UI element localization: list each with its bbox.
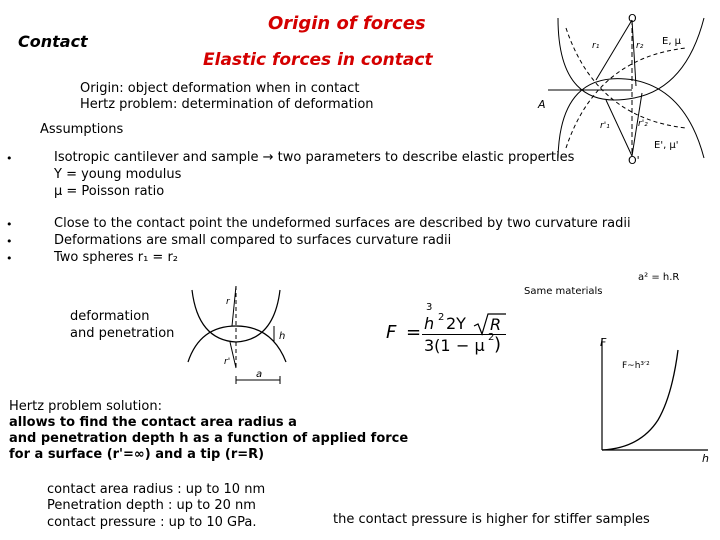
label-r1: r₁: [592, 41, 600, 51]
formula-num-2y: 2Y: [446, 314, 466, 333]
label-e-mu-top: E, µ: [662, 36, 682, 47]
force-penetration-graph: [590, 330, 718, 466]
surface-arc: [188, 326, 286, 362]
intro-line-2: Hertz problem: determination of deformation: [80, 97, 374, 112]
assumption-1-line-3: µ = Poisson ratio: [54, 184, 165, 199]
formula-sqrt-arg: R: [490, 315, 502, 334]
range-contact-pressure: contact pressure : up to 10 GPa.: [47, 515, 257, 530]
formula-exp-top: 3: [426, 302, 433, 313]
assumption-3: Deformations are small compared to surfaces curvature radii: [54, 233, 452, 248]
penetration-diagram: [180, 282, 300, 388]
label-r: r: [226, 297, 230, 307]
radius-line: [606, 100, 632, 156]
formula-den-exp: 2: [488, 332, 495, 343]
hertz-formula: [380, 300, 510, 360]
hertz-line-1: Hertz problem solution:: [9, 399, 162, 414]
assumption-2: Close to the contact point the undeformed surfaces are described by two curvature radii: [54, 216, 631, 231]
label-o-bottom: O': [628, 154, 640, 167]
conclusion-text: the contact pressure is higher for stiffer samples: [333, 512, 650, 527]
label-a: a: [256, 369, 263, 380]
formula-equals: =: [406, 322, 422, 343]
radius-line: [632, 20, 636, 86]
label-a: A: [538, 98, 546, 111]
two-spheres-diagram: [536, 8, 718, 168]
x-axis-label: h: [702, 452, 709, 465]
bullet: •: [6, 235, 13, 248]
bullet: •: [6, 252, 13, 265]
dashed-line: [566, 48, 686, 148]
same-materials-note: Same materials: [524, 286, 603, 297]
bullet: •: [6, 152, 13, 165]
formula-den-1: 3(1: [424, 336, 451, 355]
formula-num-h: h: [424, 314, 435, 333]
label-e-mu-bottom: E', µ': [654, 140, 679, 151]
curve-label: F~h³′²: [622, 361, 650, 371]
hertz-line-2: allows to find the contact area radius a: [9, 415, 297, 430]
formula-den-3: ): [494, 334, 502, 355]
formula-den-2: − µ: [456, 336, 485, 355]
page-subtitle: Elastic forces in contact: [203, 50, 433, 70]
label-r1-prime: r'₁: [600, 121, 610, 131]
range-contact-radius: contact area radius : up to 10 nm: [47, 482, 266, 497]
section-label: Contact: [18, 32, 88, 51]
assumption-4: Two spheres r₁ = r₂: [54, 250, 179, 265]
label-h: h: [279, 331, 286, 342]
formula-exp-2: 2: [438, 312, 445, 323]
hertz-line-3: and penetration depth h as a function of applied force: [9, 431, 409, 446]
assumption-1-line-2: Y = young modulus: [54, 167, 182, 182]
label-r-prime: r': [224, 357, 231, 367]
range-penetration-depth: Penetration depth : up to 20 nm: [47, 498, 256, 513]
radius-line: [596, 20, 632, 80]
assumption-1-line-1: Isotropic cantilever and sample → two parameters to describe elastic properties: [54, 150, 575, 165]
hertz-line-4: for a surface (r'=∞) and a tip (r=R): [9, 447, 265, 462]
formula-lhs: F: [386, 322, 397, 343]
label-r2-prime: r'₂: [638, 119, 648, 129]
assumptions-heading: Assumptions: [40, 122, 124, 137]
intro-line-1: Origin: object deformation when in contact: [80, 81, 360, 96]
radius-line: [230, 342, 236, 368]
upper-sphere-arc-right: [634, 18, 704, 98]
label-o-top: O: [628, 12, 637, 25]
radius-line: [232, 286, 236, 326]
label-r2: r₂: [636, 41, 644, 51]
deformation-label-2: and penetration: [70, 326, 175, 341]
contact-radius-relation: a² = h.R: [638, 272, 680, 283]
deformation-label-1: deformation: [70, 309, 150, 324]
upper-sphere-arc: [558, 18, 634, 100]
y-axis-label: F: [600, 336, 607, 349]
page-title: Origin of forces: [268, 13, 426, 34]
bullet: •: [6, 218, 13, 231]
